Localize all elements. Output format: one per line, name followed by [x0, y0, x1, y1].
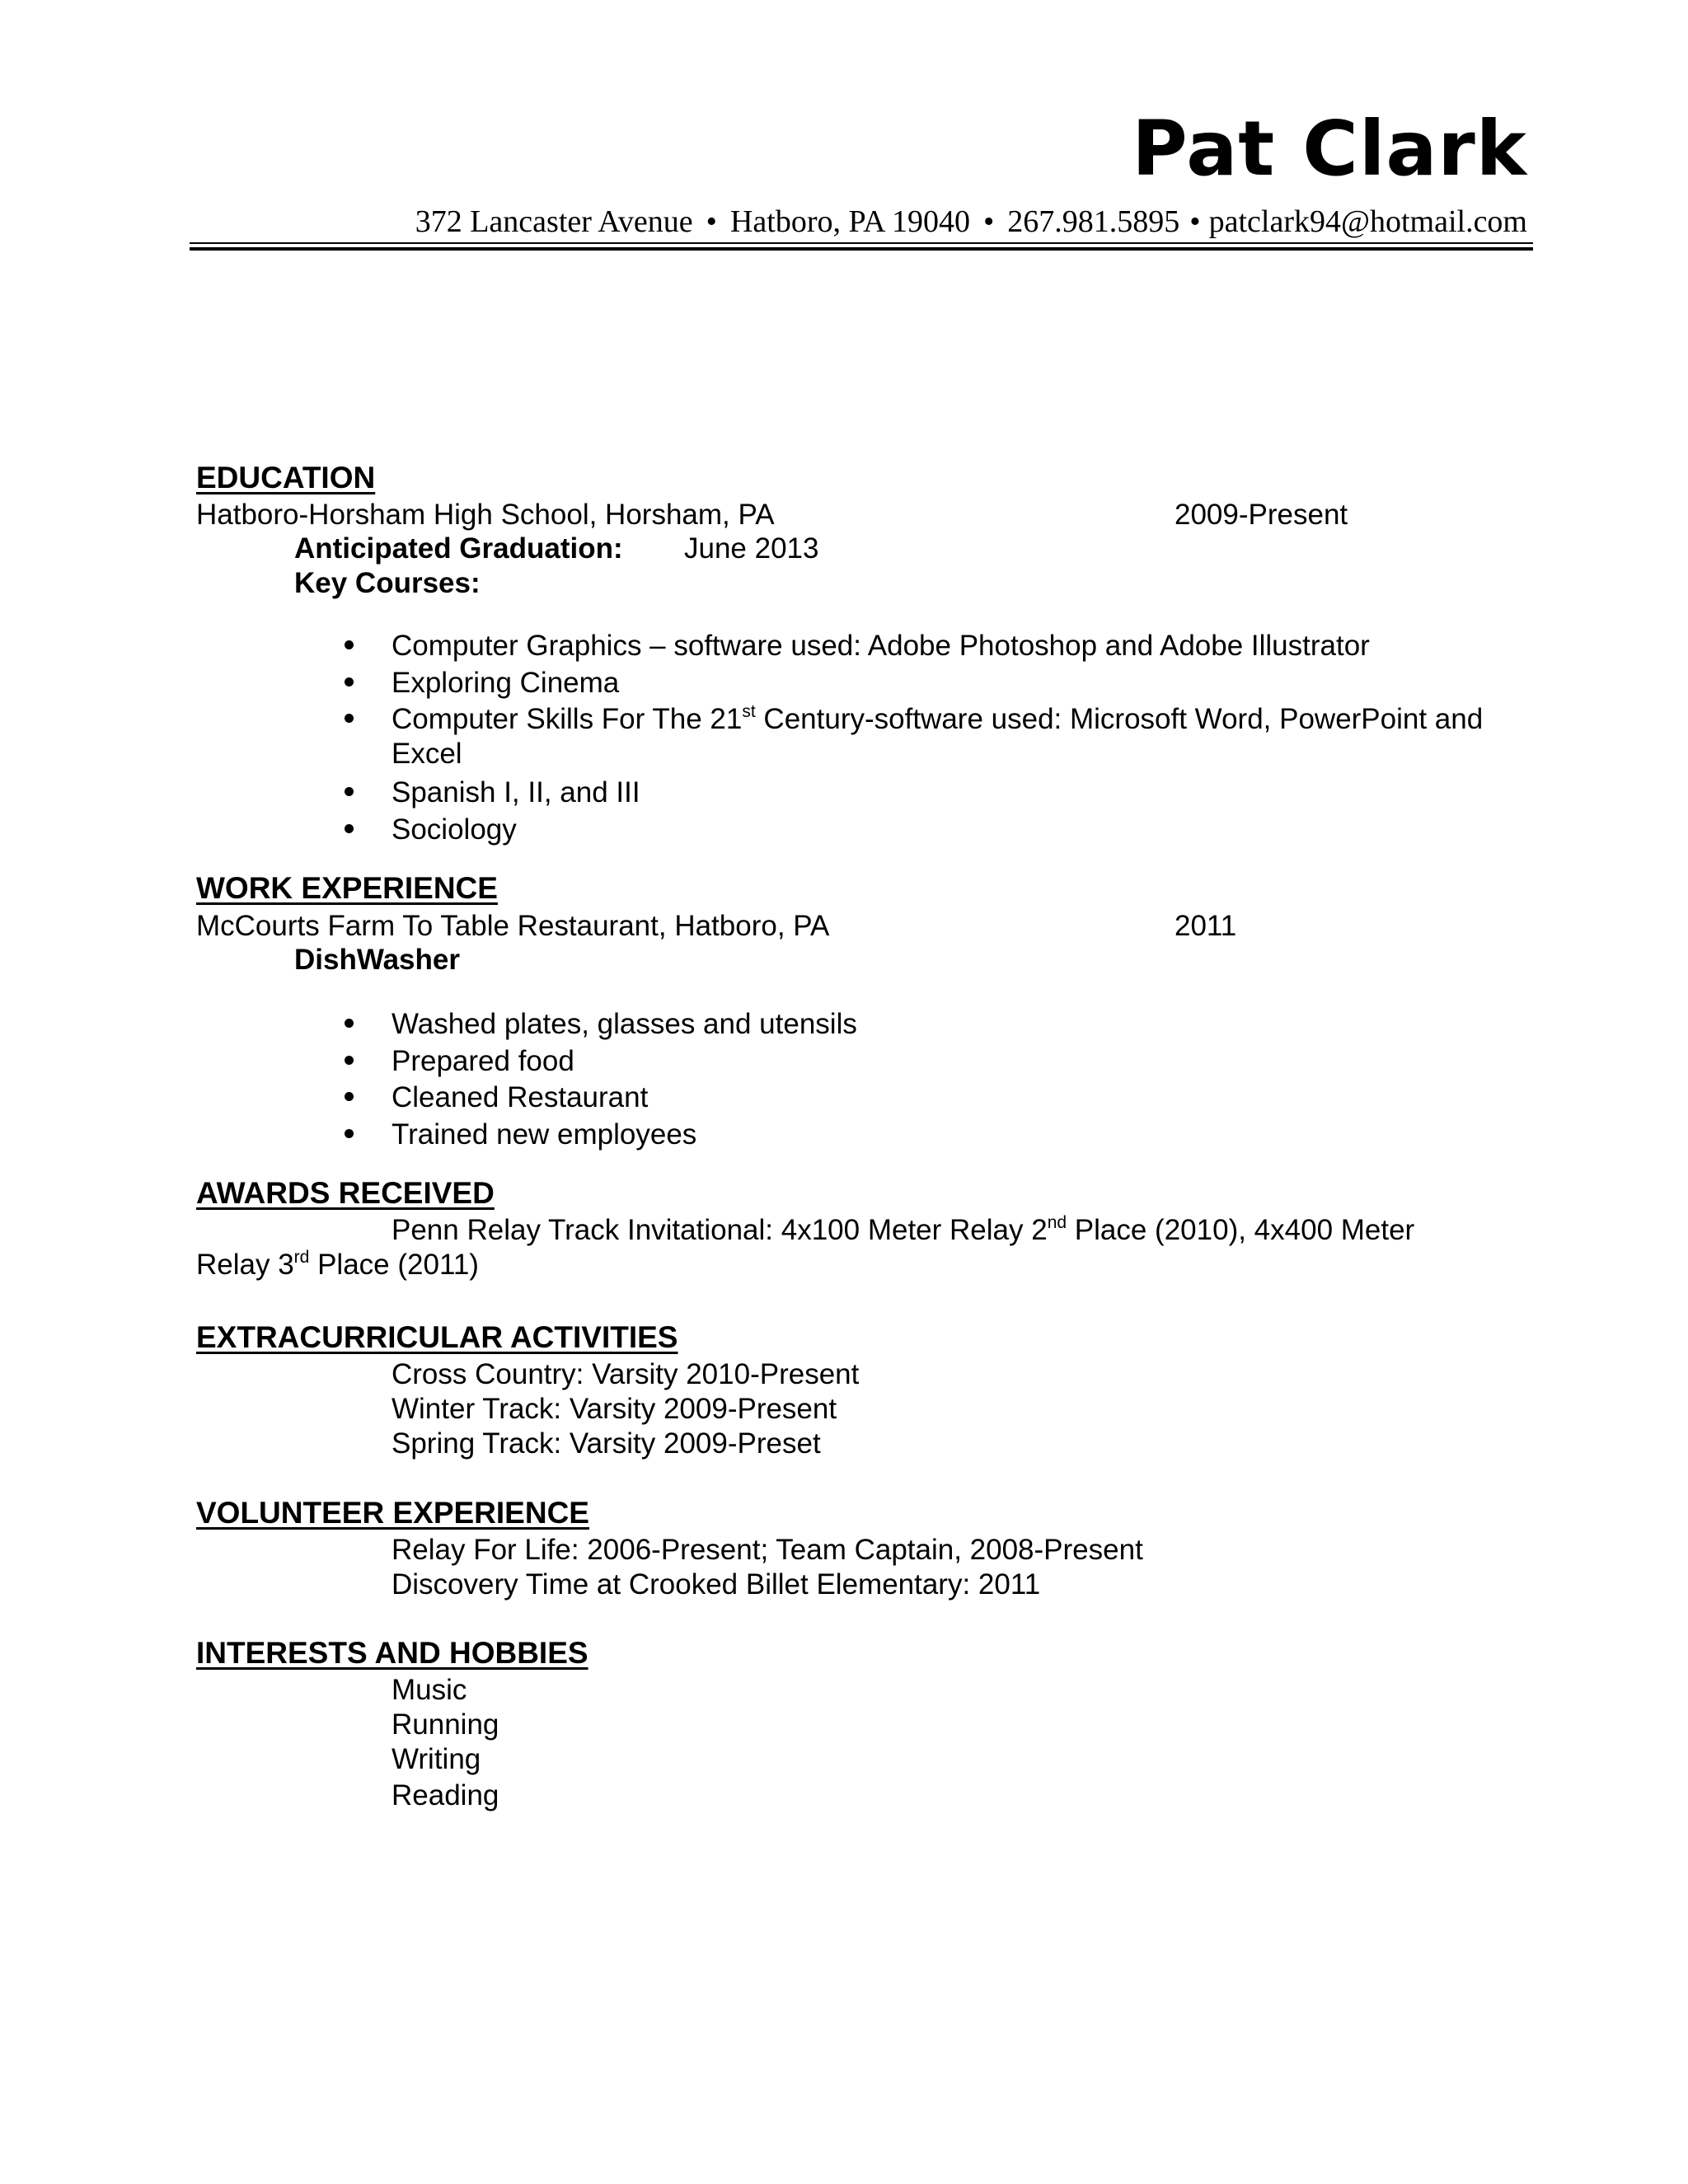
- course-item-continued: Excel: [392, 738, 462, 770]
- award-text: Penn Relay Track Invitational: 4x100 Meter Relay 2: [392, 1214, 1048, 1246]
- award-text: Place (2010), 4x400 Meter: [1067, 1214, 1415, 1246]
- separator-bullet: •: [706, 204, 717, 239]
- award-line-continued: [196, 1250, 479, 1279]
- volunteer-item: Relay For Life: 2006-Present; Team Captain, 2008-Present: [392, 1534, 1143, 1566]
- interest-item: Running: [392, 1708, 499, 1741]
- contact-email: patclark94@hotmail.com: [1208, 204, 1527, 239]
- bullet-icon: [345, 1019, 354, 1028]
- contact-city: Hatboro, PA 19040: [729, 204, 970, 239]
- bullet-icon: [345, 824, 354, 833]
- contact-line: [415, 206, 1527, 237]
- bullet-icon: [345, 1092, 354, 1101]
- course-item: Sociology: [392, 813, 517, 846]
- course-item: Exploring Cinema: [392, 667, 620, 699]
- volunteer-item: Discovery Time at Crooked Billet Elementary: 2011: [392, 1568, 1041, 1601]
- header-rule-thin: [190, 242, 1533, 244]
- bullet-icon: [345, 640, 354, 649]
- education-school: Hatboro-Horsham High School, Horsham, PA: [196, 499, 775, 531]
- graduation-value: June 2013: [684, 532, 819, 565]
- work-employer: McCourts Farm To Table Restaurant, Hatboro, PA: [196, 910, 830, 942]
- bullet-icon: [345, 1056, 354, 1065]
- bullet-icon: [345, 1129, 354, 1138]
- interests-heading: INTERESTS AND HOBBIES: [196, 1636, 588, 1670]
- key-courses-label: Key Courses:: [294, 567, 481, 599]
- extracurricular-item: Spring Track: Varsity 2009-Preset: [392, 1427, 821, 1460]
- graduation-label: Anticipated Graduation:: [294, 532, 623, 565]
- extracurricular-item: Winter Track: Varsity 2009-Present: [392, 1393, 837, 1425]
- bullet-icon: [345, 677, 354, 687]
- work-heading: WORK EXPERIENCE: [196, 871, 498, 905]
- bullet-icon: [345, 787, 354, 796]
- contact-address: 372 Lancaster Avenue: [415, 204, 693, 239]
- work-year: 2011: [1175, 910, 1237, 942]
- award-text: Relay 3: [196, 1249, 294, 1281]
- course-item: Computer Graphics – software used: Adobe Photoshop and Adobe Illustrator: [392, 630, 1370, 662]
- resume-name: Pat Clark: [1132, 105, 1527, 193]
- separator-bullet: •: [1189, 204, 1201, 239]
- ordinal-suffix: st: [742, 702, 756, 721]
- course-item: Spanish I, II, and III: [392, 776, 640, 808]
- separator-bullet: •: [982, 204, 995, 239]
- ordinal-suffix: nd: [1047, 1213, 1067, 1232]
- award-text: Place (2011): [309, 1249, 479, 1281]
- duty-item: Washed plates, glasses and utensils: [392, 1008, 857, 1040]
- ordinal-suffix: rd: [293, 1248, 310, 1267]
- extracurricular-item: Cross Country: Varsity 2010-Present: [392, 1358, 860, 1390]
- interest-item: Writing: [392, 1743, 481, 1775]
- extracurricular-heading: EXTRACURRICULAR ACTIVITIES: [196, 1320, 678, 1354]
- education-heading: EDUCATION: [196, 461, 376, 494]
- work-title: DishWasher: [294, 944, 460, 976]
- duty-item: Prepared food: [392, 1045, 574, 1077]
- education-dates: 2009-Present: [1175, 499, 1348, 531]
- course-text: Computer Skills For The 21: [392, 703, 743, 735]
- bullet-icon: [345, 714, 354, 723]
- header-rule-thick: [190, 247, 1533, 251]
- course-text: Century-software used: Microsoft Word, PowerPoint and: [755, 703, 1484, 735]
- course-item: [392, 702, 1484, 735]
- interest-item: Reading: [392, 1779, 499, 1811]
- interest-item: Music: [392, 1674, 467, 1706]
- duty-item: Trained new employees: [392, 1118, 697, 1151]
- contact-phone: 267.981.5895: [1007, 204, 1180, 239]
- award-line: [392, 1213, 1415, 1246]
- duty-item: Cleaned Restaurant: [392, 1081, 649, 1113]
- awards-heading: AWARDS RECEIVED: [196, 1176, 495, 1210]
- volunteer-heading: VOLUNTEER EXPERIENCE: [196, 1496, 589, 1530]
